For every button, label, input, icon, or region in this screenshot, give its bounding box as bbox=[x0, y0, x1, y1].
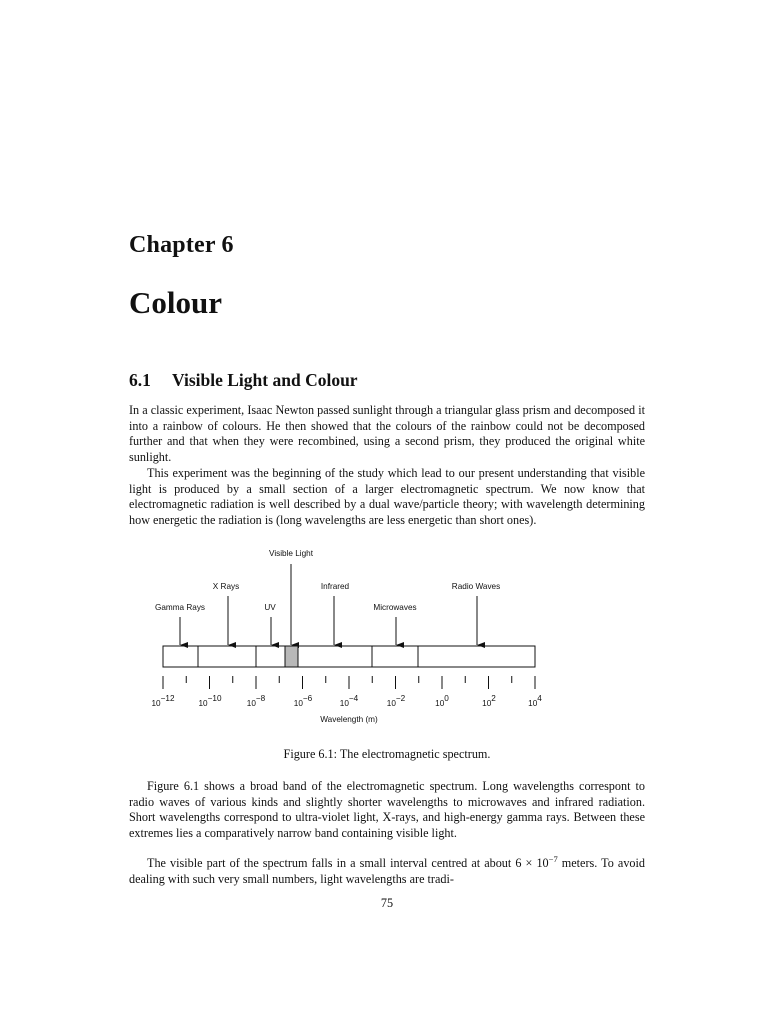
label-radio-waves: Radio Waves bbox=[451, 582, 501, 591]
section-number: 6.1 bbox=[129, 370, 151, 390]
label-visible-light: Visible Light bbox=[269, 549, 313, 558]
paragraph-2: This experiment was the beginning of the study which lead to our present understanding that visible light is produced by a small section of a larger electromagnetic spectrum. We now know that electromagnetic radiation is well described by a dual wave/particle theory; with wavelength determining how energetic the radiation is (long wavelengths are less energetic than short ones). bbox=[129, 466, 645, 527]
tick-label: 10−12 bbox=[151, 694, 175, 708]
paragraph-4-exponent: −7 bbox=[548, 854, 558, 864]
tick-label: 102 bbox=[482, 694, 496, 708]
tick-label: 10−2 bbox=[386, 694, 406, 708]
axis-tick-labels bbox=[152, 694, 543, 708]
label-infrared: Infrared bbox=[320, 582, 350, 591]
label-gamma-rays: Gamma Rays bbox=[154, 603, 206, 612]
label-microwaves: Microwaves bbox=[373, 603, 417, 612]
section-heading bbox=[129, 370, 358, 391]
tick-label: 10−4 bbox=[339, 694, 359, 708]
label-x-rays: X Rays bbox=[212, 582, 240, 591]
section-title: Visible Light and Colour bbox=[172, 370, 358, 390]
tick-label: 10−10 bbox=[198, 694, 222, 708]
chapter-title: Colour bbox=[129, 285, 222, 320]
tick-label: 104 bbox=[528, 694, 542, 708]
paragraph-1: In a classic experiment, Isaac Newton passed sunlight through a triangular glass prism and decomposed it into a rainbow of colours. He then showed that the colours of the rainbow could not be decomposed further and that when they were recombined, using a second prism, they produced the original white sunlight. bbox=[129, 403, 645, 464]
axis-label: Wavelength (m) bbox=[320, 715, 378, 724]
spectrum-diagram bbox=[129, 542, 645, 732]
paragraph-4-text: The visible part of the spectrum falls in a small interval centred at about 6 × 10 bbox=[147, 856, 549, 870]
paragraph-4 bbox=[129, 852, 645, 887]
visible-light-band bbox=[285, 646, 298, 667]
axis-ticks bbox=[163, 676, 535, 689]
figure-caption: Figure 6.1: The electromagnetic spectrum. bbox=[283, 747, 491, 761]
paragraph-3: Figure 6.1 shows a broad band of the electromagnetic spectrum. Long wavelengths correspont to radio waves of various kinds and slightly shorter wavelengths to microwaves and infrared radiation. Short wavelengths correspond to ultra-violet light, X-rays, and high-energy gamma rays. Between these extremes lies a comparatively narrow band containing visible light. bbox=[129, 779, 645, 840]
paragraph-4-text-cont: meters. To avoid dealing with such very small numbers, light wavelengths are tradi- bbox=[129, 856, 645, 886]
tick-label: 10−6 bbox=[293, 694, 313, 708]
tick-label: 10−8 bbox=[246, 694, 266, 708]
spectrum-bar bbox=[163, 646, 535, 667]
figure-electromagnetic-spectrum bbox=[129, 542, 645, 732]
page-number: 75 bbox=[380, 896, 394, 910]
label-uv: UV bbox=[264, 603, 276, 612]
chapter-label: Chapter 6 bbox=[129, 232, 234, 258]
tick-label: 100 bbox=[435, 694, 449, 708]
